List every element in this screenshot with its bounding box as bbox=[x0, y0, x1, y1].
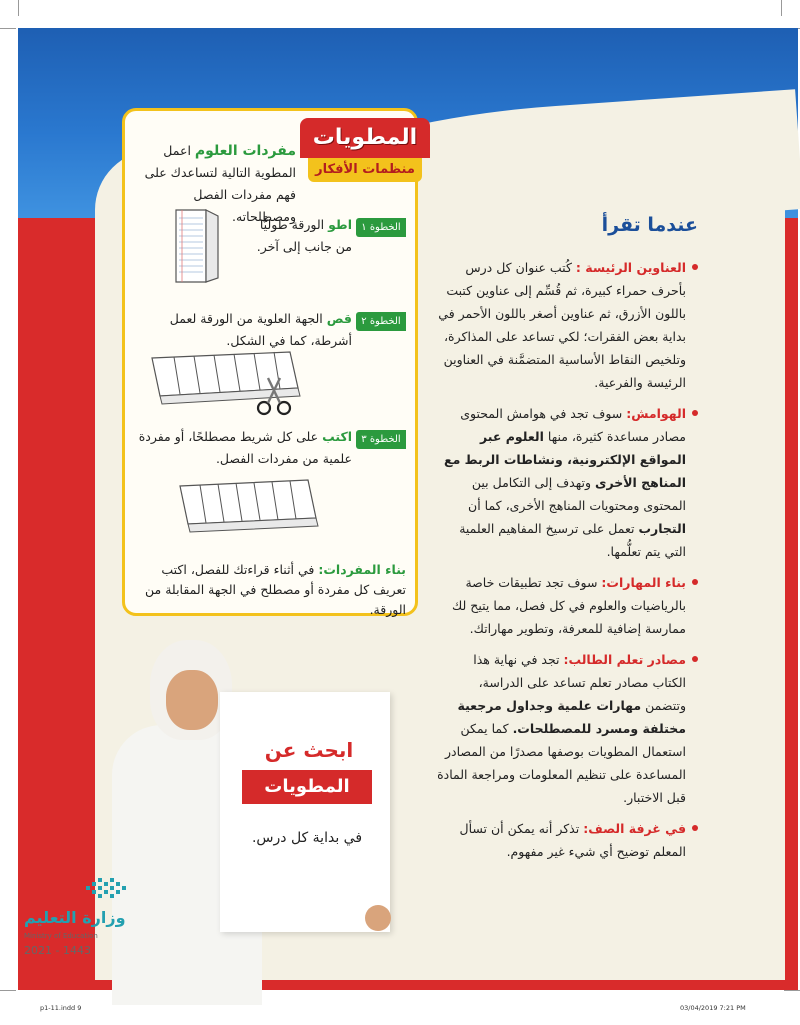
vocab-text: في أثناء قراءتك للفصل، اكتب تعريف كل مفردة أو مصطلح في الجهة المقابلة من الورقة. bbox=[145, 562, 406, 617]
bullet-keyword: مصادر تعلم الطالب: bbox=[563, 652, 686, 667]
bullet-dot bbox=[692, 410, 698, 416]
reading-bullets bbox=[436, 256, 698, 871]
list-item bbox=[436, 648, 698, 809]
step-3-keyword: اكتب bbox=[322, 429, 352, 444]
sign-line-3: في بداية كل درس. bbox=[251, 830, 363, 846]
bullet-text: تذكر أنه يمكن أن تسأل المعلم توضيح أي شيء غير مفهوم. bbox=[459, 821, 686, 859]
list-item bbox=[436, 817, 698, 863]
step-1-body: الورقة طوليًّا من جانب إلى آخر. bbox=[256, 217, 352, 254]
cut-paper-icon bbox=[148, 348, 308, 418]
step-3-body: على كل شريط مصطلحًا، أو مفردة علمية من مفردات الفصل. bbox=[138, 429, 352, 466]
boy-face bbox=[166, 670, 218, 730]
bullet-bold-text: التجارب bbox=[638, 521, 686, 536]
ministry-name-english: Ministry of Education bbox=[24, 932, 98, 940]
ministry-logo-icon bbox=[84, 876, 128, 904]
crop-mark bbox=[0, 28, 16, 29]
bullet-keyword: العناوين الرئيسة : bbox=[575, 260, 686, 275]
boy-hand bbox=[365, 905, 391, 931]
list-item bbox=[436, 402, 698, 563]
bullet-text: تجد في نهاية هذا الكتاب مصادر تعلم تساعد على الدراسة، وتتضمن bbox=[473, 652, 686, 713]
bullet-dot bbox=[692, 264, 698, 270]
bullet-text: سوف تجد تطبيقات خاصة بالرياضيات والعلوم في كل فصل، مما يتيح لك ممارسة إضافية للمعرفة، وتطوير مهاراتك. bbox=[451, 575, 686, 636]
step-3-text bbox=[134, 426, 352, 470]
bullet-keyword: بناء المهارات: bbox=[601, 575, 686, 590]
vocab-building bbox=[128, 560, 406, 620]
file-footer: p1-11.indd 9 bbox=[40, 1004, 82, 1012]
crop-mark bbox=[18, 0, 19, 16]
crop-mark bbox=[784, 990, 800, 991]
ministry-name-arabic: وزارة التعليم bbox=[24, 908, 126, 927]
bullet-dot bbox=[692, 579, 698, 585]
sign-line-1: ابحث عن bbox=[264, 738, 354, 762]
date-footer: 03/04/2019 7:21 PM bbox=[680, 1004, 746, 1012]
step-2-tag: الخطوة ٢ bbox=[356, 312, 406, 331]
crop-mark bbox=[781, 0, 782, 16]
foldables-badge-title: المطويات bbox=[300, 118, 430, 158]
foldables-badge bbox=[300, 118, 430, 186]
bullet-dot bbox=[692, 656, 698, 662]
crop-mark bbox=[0, 990, 16, 991]
bullet-text: وتهدف إلى التكامل بين المحتوى ومحتويات المناهج الأخرى، كما أن bbox=[468, 475, 686, 513]
bullet-text: تعمل على ترسيخ المفاهيم العلمية التي يتم تعلُّمها. bbox=[459, 521, 686, 559]
bullet-text: كُتب عنوان كل درس بأحرف حمراء كبيرة، ثم قُسِّم إلى عناوين كتبت باللون الأزرق، ثم عناوين أصغر باللون الأحمر في بداية بعض الفقرات؛ لكي تساعد على المذاكرة، وتلخيص النقاط الأساسية المتضمَّنة في العناوين الرئيسة والفرعية. bbox=[438, 260, 686, 390]
bullet-bold-text: مهارات علمية وجداول مرجعية مختلفة ومسرد للمصطلحات. bbox=[457, 698, 686, 736]
bullet-keyword: الهوامش: bbox=[626, 406, 686, 421]
bullet-keyword: في غرفة الصف: bbox=[583, 821, 686, 836]
step-2-keyword: قص bbox=[326, 311, 352, 326]
folded-paper-icon bbox=[172, 206, 222, 286]
step-1-text bbox=[246, 214, 352, 258]
list-item bbox=[436, 256, 698, 394]
bullet-text: سوف تجد في هوامش المحتوى مصادر مساعدة كثيرة، منها bbox=[460, 406, 686, 444]
academic-year: 2021 - 1443 bbox=[24, 944, 91, 957]
foldables-badge-subtitle: منظمات الأفكار bbox=[308, 158, 422, 182]
bullet-bold-text: العلوم عبر المواقع الإلكترونية، ونشاطات الربط مع المناهج الأخرى bbox=[444, 429, 686, 490]
bullet-text: كما يمكن استعمال المطويات بوصفها مصدرًا من المصادر المساعدة على تنظيم المعلومات ومراجعة المادة قبل الاختبار. bbox=[437, 721, 686, 805]
step-2-body: الجهة العلوية من الورقة لعمل أشرطة، كما في الشكل. bbox=[169, 311, 352, 348]
list-item bbox=[436, 571, 698, 640]
foldables-intro-keyword: مفردات العلوم bbox=[194, 143, 296, 159]
labeled-tabs-icon bbox=[176, 478, 326, 538]
sign-board bbox=[220, 692, 390, 932]
foldables-intro-text: اعمل المطوية التالية لتساعدك على فهم مفردات الفصل ومصطلحاته. bbox=[144, 143, 296, 224]
vocab-keyword: بناء المفردات: bbox=[318, 562, 406, 577]
sign-line-2: المطويات bbox=[242, 770, 372, 804]
step-1-keyword: اطو bbox=[328, 217, 352, 232]
step-3-tag: الخطوة ٣ bbox=[356, 430, 406, 449]
bullet-dot bbox=[692, 825, 698, 831]
section-title: عندما تقرأ bbox=[601, 214, 698, 236]
step-1-tag: الخطوة ١ bbox=[356, 218, 406, 237]
step-2-text bbox=[134, 308, 352, 352]
